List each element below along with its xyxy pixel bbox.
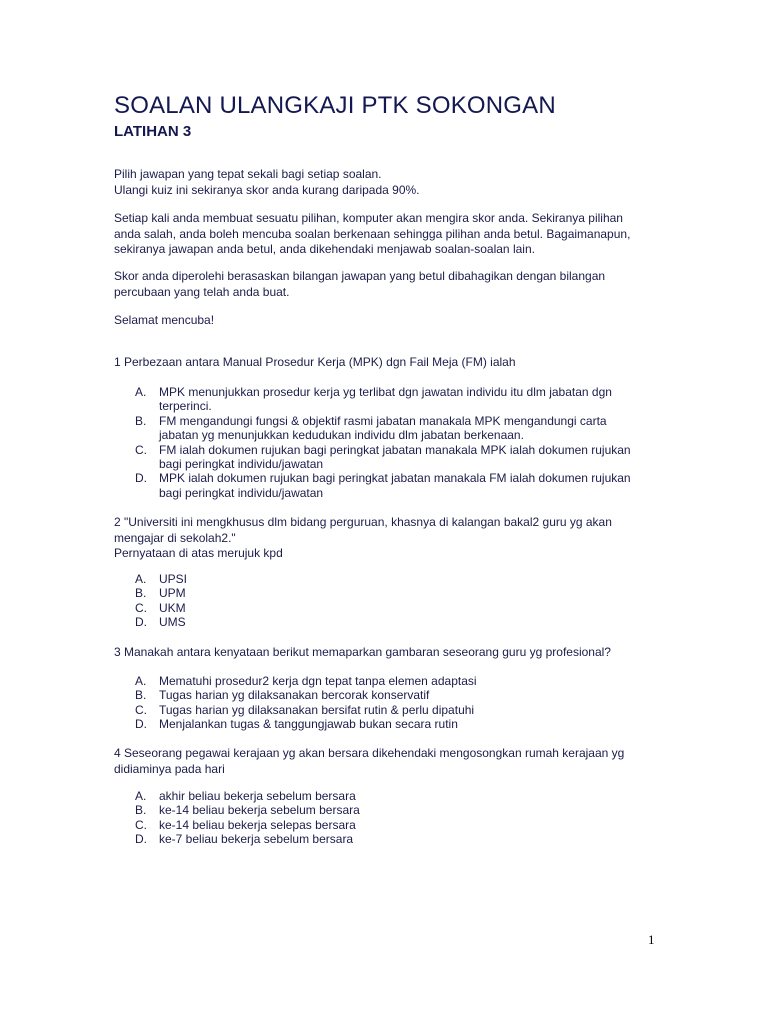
option-d	[135, 615, 675, 629]
option-b	[135, 414, 675, 443]
page-subtitle: LATIHAN 3	[114, 123, 192, 140]
question-2-stem	[114, 515, 674, 562]
intro-line: Skor anda diperolehi berasaskan bilangan jawapan yang betul dibahagikan dengan bilangan	[114, 269, 606, 283]
intro-line: sekiranya jawapan anda betul, anda dikehendaki menjawab soalan-soalan lain.	[114, 242, 535, 256]
option-text: bagi peringkat individu/jawatan	[159, 457, 324, 472]
intro-line: percubaan yang telah anda buat.	[114, 284, 290, 299]
option-letter: B.	[135, 803, 147, 818]
question-stem-line: 3 Manakah antara kenyataan berikut memaparkan gambaran seseorang guru yg profesional?	[114, 645, 611, 659]
option-text: Menjalankan tugas & tanggungjawab bukan secara rutin	[159, 717, 458, 732]
option-c	[135, 818, 675, 832]
option-a	[135, 789, 675, 803]
intro-paragraph-3	[114, 269, 674, 300]
option-letter: D.	[135, 471, 147, 486]
option-text: UPM	[159, 586, 186, 601]
option-a	[135, 385, 675, 414]
option-text: UPSI	[159, 572, 188, 586]
option-letter: B.	[135, 688, 147, 703]
option-a	[135, 674, 675, 688]
option-text: ke-14 beliau bekerja selepas bersara	[159, 817, 356, 832]
question-stem-line: 4 Seseorang pegawai kerajaan yg akan bersara dikehendaki mengosongkan rumah kerajaan yg	[114, 746, 625, 760]
question-stem-line: 1 Perbezaan antara Manual Prosedur Kerja (MPK) dgn Fail Meja (FM) ialah	[114, 355, 516, 369]
option-letter: C.	[135, 600, 147, 615]
intro-line: Pilih jawapan yang tepat sekali bagi setiap soalan.	[114, 167, 382, 181]
option-text: UKM	[159, 600, 186, 615]
option-b	[135, 803, 675, 817]
question-2-options	[135, 572, 675, 630]
option-text: jabatan yg menunjukkan kedudukan individu dlm jabatan berkenaan.	[159, 428, 524, 443]
option-text: terperinci.	[159, 399, 212, 414]
option-b	[135, 586, 675, 600]
option-d	[135, 471, 675, 500]
option-letter: D.	[135, 832, 147, 847]
intro-paragraph-2	[114, 211, 674, 258]
intro-line: Setiap kali anda membuat sesuatu pilihan, komputer akan mengira skor anda. Sekiranya pilihan	[114, 211, 623, 225]
option-letter: C.	[135, 817, 147, 832]
question-stem-line: mengajar di sekolah2."	[114, 530, 236, 545]
option-text: Mematuhi prosedur2 kerja dgn tepat tanpa elemen adaptasi	[159, 674, 477, 688]
question-stem-line: Pernyataan di atas merujuk kpd	[114, 546, 283, 560]
intro-line: anda salah, anda boleh mencuba soalan berkenaan sehingga pilihan anda betul. Bagaimanapun,	[114, 226, 631, 241]
intro-paragraph-4	[114, 313, 674, 329]
option-text: FM ialah dokumen rujukan bagi peringkat jabatan manakala MPK ialah dokumen rujukan	[159, 442, 631, 457]
option-c	[135, 601, 675, 615]
intro-paragraph-1	[114, 167, 674, 198]
option-letter: A.	[135, 572, 147, 586]
option-text: FM mengandungi fungsi & objektif rasmi jabatan manakala MPK mengandungi carta	[159, 413, 607, 428]
option-d	[135, 717, 675, 731]
option-letter: A.	[135, 674, 147, 688]
option-text: UMS	[159, 615, 186, 630]
question-4-stem	[114, 746, 674, 777]
option-c	[135, 703, 675, 717]
option-text: ke-14 beliau bekerja sebelum bersara	[159, 803, 360, 818]
question-3-stem	[114, 645, 674, 661]
question-3-options	[135, 674, 675, 732]
page-title: SOALAN ULANGKAJI PTK SOKONGAN	[114, 92, 556, 119]
intro-line: Ulangi kuiz ini sekiranya skor anda kurang daripada 90%.	[114, 182, 420, 197]
option-b	[135, 688, 675, 702]
question-stem-line: 2 "Universiti ini mengkhusus dlm bidang perguruan, khasnya di kalangan bakal2 guru yg akan	[114, 515, 612, 529]
question-stem-line: didiaminya pada hari	[114, 761, 225, 776]
option-letter: D.	[135, 717, 147, 732]
option-text: MPK menunjukkan prosedur kerja yg terlibat dgn jawatan individu itu dlm jabatan dgn	[159, 385, 612, 399]
option-letter: B.	[135, 586, 147, 601]
option-a	[135, 572, 675, 586]
question-4-options	[135, 789, 675, 847]
page-number: 1	[648, 932, 655, 947]
option-text: akhir beliau bekerja sebelum bersara	[159, 789, 356, 803]
option-letter: A.	[135, 789, 147, 803]
option-d	[135, 832, 675, 846]
option-text: bagi peringkat individu/jawatan	[159, 485, 324, 500]
option-text: ke-7 beliau bekerja sebelum bersara	[159, 832, 354, 847]
option-text: Tugas harian yg dilaksanakan bersifat rutin & perlu dipatuhi	[159, 702, 475, 717]
question-1-options	[135, 385, 675, 500]
option-text: MPK ialah dokumen rujukan bagi peringkat jabatan manakala FM ialah dokumen rujukan	[159, 471, 631, 486]
intro-line: Selamat mencuba!	[114, 313, 215, 327]
option-letter: A.	[135, 385, 147, 399]
option-letter: C.	[135, 702, 147, 717]
option-text: Tugas harian yg dilaksanakan bercorak konservatif	[159, 688, 430, 703]
option-c	[135, 443, 675, 472]
question-1-stem	[114, 355, 674, 371]
option-letter: B.	[135, 413, 147, 428]
option-letter: C.	[135, 442, 147, 457]
option-letter: D.	[135, 615, 147, 630]
